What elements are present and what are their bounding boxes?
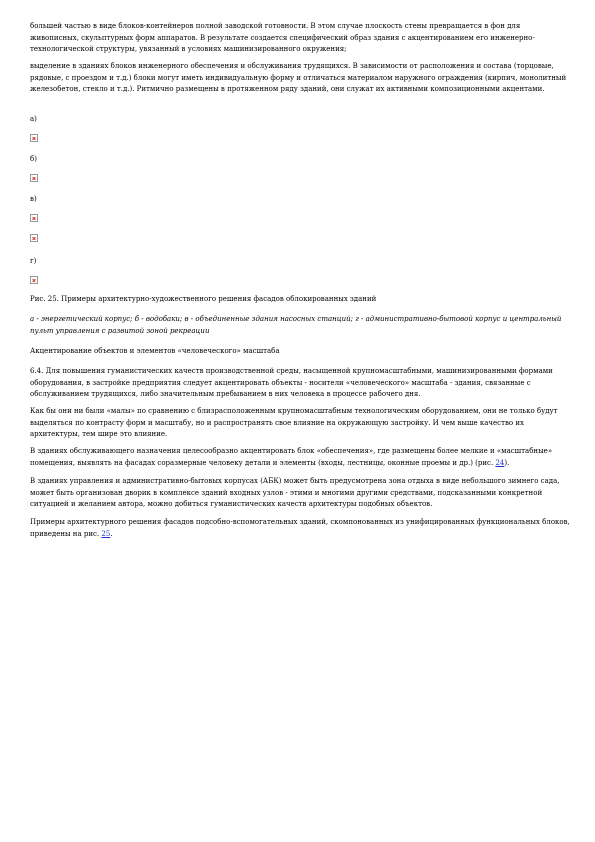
paragraph-6-4: 6.4. Для повышения гуманистических качеств производственной среды, насыщенной крупномасштабными, машинизированными формами оборудования, в застройке предприятия следует акцентировать объекты - носители «человеческого» масштаба - здания, связанные с обслуживанием трудящихся, либо значительным пребыванием в них человека в процессе рабочего дня. [30,367,553,398]
figure-label-g: г) [30,257,37,265]
figure-label-b: б) [30,155,37,163]
paragraph-service-buildings [30,446,570,469]
broken-image-icon [30,174,38,182]
section-heading: Акцентирование объектов и элементов «человеческого» масштаба [30,347,280,355]
paragraph-text: В зданиях обслуживающего назначения целесообразно акцентировать блок «обеспечения», где размещены более мелкие и «масштабные» помещения, выявлять на фасадах соразмерные человеку детали и элементы (входы, лестницы, оконные проемы и др.) (рис. [30,447,553,467]
paragraph-text: Примеры архитектурного решения фасадов подсобно-вспомогательных зданий, скомпонованных из унифицированных функциональных блоков, приведены на рис. [30,518,570,538]
broken-image-icon [30,214,38,222]
figure-label-a: а) [30,115,37,123]
paragraph-abk: В зданиях управления и административно-бытовых корпусах (АБК) может быть предусмотрена зона отдыха в виде небольшого зимнего сада, может быть организован дворик в комплексе зданий входных узлов - этими и многими другими средствами, подсказанными конкретной ситуацией и желанием автора, можно добиться гуманистических качеств архитектуры подобных объектов. [30,477,560,508]
paragraph-examples [30,517,570,540]
broken-image-icon [30,234,38,242]
broken-image-icon [30,134,38,142]
paragraph-containers: большей частью в виде блоков-контейнеров полной заводской готовности. В этом случае плоскость стены превращается в фон для живописных, скульптурных форм аппаратов. В результате создается специфический образ здания с акцентированием его инженерно-технологической структуры, увязанный в условиях машинизированного окружения; [30,22,535,53]
paragraph-scale-contrast: Как бы они ни были «малы» по сравнению с близрасположенным крупномасштабным технологическим оборудованием, они не только будут выделяться по контрасту форм и масштабу, но и распространять свое влияние на окружающую застройку. И чем выше качество их архитектуры, тем шире это влияние. [30,407,558,438]
figure-caption: Рис. 25. Примеры архитектурно-художественного решения фасадов облокированных зданий [30,295,377,303]
paragraph-text: ). [504,458,510,467]
paragraph-service-blocks: выделение в зданиях блоков инженерного обеспечения и обслуживания трудящихся. В зависимости от расположения и состава (торцовые, рядовые, с проездом и т.д.) блоки могут иметь индивидуальную форму и отличаться материалом наружного ограждения (кирпич, монолитный железобетон, стекло и т.д.). Ритмично размещены в протяженном ряду зданий, они служат их активными композиционными акцентами. [30,62,567,93]
figure-link-25[interactable]: 25 [101,529,111,538]
broken-image-icon [30,276,38,284]
paragraph-text: . [110,529,113,538]
figure-legend: а - энергетический корпус; б - водобаки; в - объединенные здания насосных станций; г - административно-бытовой корпус и центральный пульт управления с развитой зоной рекреации [30,315,562,335]
figure-label-v: в) [30,195,37,203]
figure-link-24[interactable]: 24 [495,458,505,467]
